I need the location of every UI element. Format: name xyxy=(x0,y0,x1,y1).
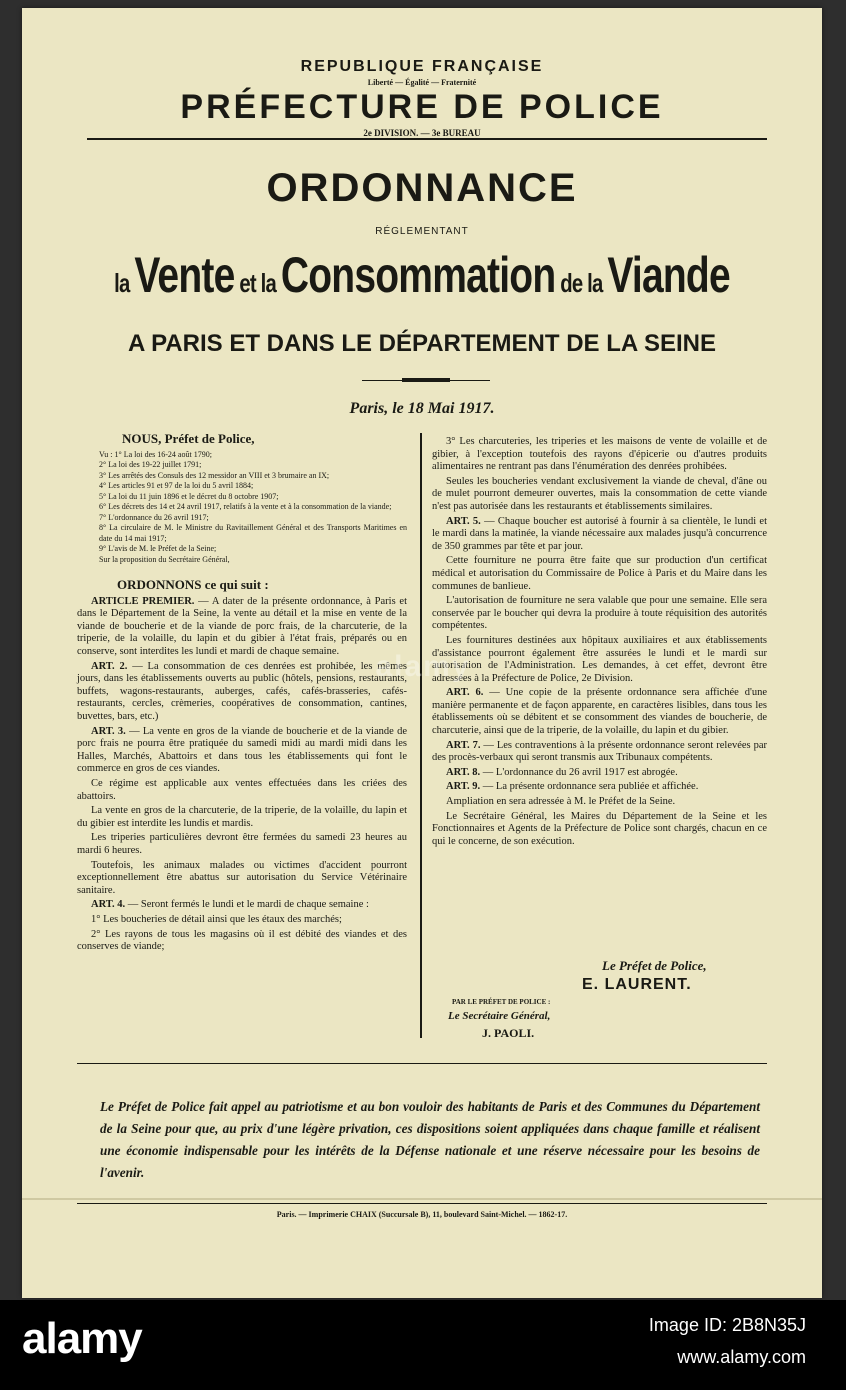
article-3-para: La vente en gros de la charcuterie, de la triperie, de la volaille, du lapin et du gibier est interdite les lundis et mardis. xyxy=(77,805,407,829)
vu-item: Vu : 1° La loi des 16-24 août 1790; xyxy=(99,449,212,459)
division-line: 2e DIVISION. — 3e BUREAU xyxy=(363,128,481,138)
prefecture-heading: PRÉFECTURE DE POLICE xyxy=(180,88,664,126)
devise: Liberté — Égalité — Fraternité xyxy=(367,78,477,87)
article-9-heading: ART. 9. xyxy=(446,781,481,793)
header-rule xyxy=(87,138,767,140)
article-2-heading: ART. 2. xyxy=(91,660,128,672)
vu-item: 6° Les décrets des 14 et 24 avril 1917, relatifs à la vente et à la consommation de la viande; xyxy=(99,502,392,512)
article-4 xyxy=(77,899,407,912)
article-2-text: — La consommation de ces denrées est prohibée, les mêmes jours, dans les établissements ouverts au public (hôtels, pensions, restaurants, buffets, wagons-restaurants, auberges, cafés, cafés-brasseries, cafés-restaurants, cercles, crèmeries, coopératives de consommation, cantines, buvettes, bars, etc.) xyxy=(77,660,407,723)
article-9-text: — La présente ordonnance sera publiée et affichée. xyxy=(480,781,699,793)
reglementant-label: RÉGLEMENTANT xyxy=(375,226,469,237)
title-la: la xyxy=(114,268,135,298)
article-4-text: — Seront fermés le lundi et le mardi de chaque semaine : xyxy=(125,899,369,911)
stock-footer xyxy=(0,1300,846,1390)
vu-item: 8° La circulaire de M. le Ministre du Ravitaillement Général et des Transports Maritimes en date du 14 mai 1917; xyxy=(99,523,407,543)
article-3-para: Toutefois, les animaux malades ou victimes d'accident pourront exceptionnellement être abattus sur autorisation du Service Vétérinaire sanitaire. xyxy=(77,859,407,896)
vu-item: 5° La loi du 11 juin 1896 et le décret du 8 octobre 1907; xyxy=(99,491,279,501)
prefet-name: E. LAURENT. xyxy=(582,976,692,993)
ordonnance-title: ORDONNANCE xyxy=(266,166,578,210)
article-5-para: Les fournitures destinées aux hôpitaux auxiliaires et aux établissements d'assistance pourront également être assurées le lundi et le mardi sur autorisation de l'Administration. Les demandes, à cet effet, devront être adressées à la Préfecture de Police, 2e Division. xyxy=(432,634,767,684)
article-3 xyxy=(77,726,407,776)
article-4-heading: ART. 4. xyxy=(91,899,126,911)
ampliation: Ampliation en sera adressée à M. le Préfet de la Seine. xyxy=(446,796,676,808)
secretaire-title: Le Secrétaire Général, xyxy=(448,1010,551,1022)
republique-heading: REPUBLIQUE FRANÇAISE xyxy=(300,58,544,75)
nous-heading: NOUS, Préfet de Police, xyxy=(122,431,255,446)
paper-fold xyxy=(22,1198,822,1200)
right-column xyxy=(432,436,767,850)
article-8 xyxy=(432,767,767,780)
article-5-heading: ART. 5. xyxy=(446,515,481,527)
vu-item: 7° L'ordonnance du 26 avril 1917; xyxy=(99,512,209,522)
prefet-title: Le Préfet de Police, xyxy=(602,958,707,973)
article-7 xyxy=(432,740,767,765)
title-vente: Vente xyxy=(134,247,235,303)
ornament-bar xyxy=(402,378,450,382)
article-7-heading: ART. 7. xyxy=(446,739,481,751)
article-3-heading: ART. 3. xyxy=(91,725,126,737)
appeal-top-rule xyxy=(77,1063,767,1064)
article-5-para: L'autorisation de fourniture ne sera valable que pour une semaine. Elle sera conservée par le boucher qui devra la produire à toute réquisition des autorités compétentes. xyxy=(432,595,767,632)
article-1-heading: ARTICLE PREMIER. xyxy=(91,595,195,607)
article-4-item: 1° Les boucheries de détail ainsi que les étaux des marchés; xyxy=(91,913,342,925)
article-2 xyxy=(77,661,407,724)
imprint-rule xyxy=(77,1203,767,1204)
article-6 xyxy=(432,687,767,737)
poster xyxy=(22,8,822,1298)
execution-clause: Le Secrétaire Général, les Maires du Département de la Seine et les Fonctionnaires et Agents de la Préfecture de Police sont chargés, chacun en ce qui le concerne, de son exécution. xyxy=(432,810,767,847)
subtitle: A PARIS ET DANS LE DÉPARTEMENT DE LA SEINE xyxy=(127,330,717,357)
article-3-para: Les triperies particulières devront être fermées du samedi 23 heures au mardi 6 heures. xyxy=(77,832,407,856)
article-8-text: — L'ordonnance du 26 avril 1917 est abrogée. xyxy=(480,766,678,778)
brand-logo: alamy xyxy=(22,1314,142,1363)
image-id: Image ID: 2B8N35J xyxy=(648,1315,806,1335)
title-viande: Viande xyxy=(607,247,730,303)
article-7-text: — Les contraventions à la présente ordonnance seront relevées par des procès-verbaux qui seront transmis aux Tribunaux compétents. xyxy=(432,739,767,764)
ordonnons-heading: ORDONNONS ce qui suit : xyxy=(117,577,269,593)
article-4-item: 3° Les charcuteries, les triperies et les maisons de vente de volaille et de gibier, à l'exception toutefois des rayons d'épicerie ou d'autres produits alimentaires ne rentrant pas dans l'énumération des denrées prohibées. xyxy=(432,436,767,473)
secretaire-name: J. PAOLI. xyxy=(482,1026,535,1040)
title-consommation: Consommation xyxy=(280,247,556,303)
column-divider xyxy=(420,433,422,1038)
article-6-heading: ART. 6. xyxy=(446,687,484,699)
vu-item: Sur la proposition du Secrétaire Général, xyxy=(99,554,230,564)
article-5-para: Cette fourniture ne pourra être faite que sur production d'un certificat médical et autorisation du Commissaire de Police à Paris et du Maire dans les communes de banlieue. xyxy=(432,555,767,592)
article-8-heading: ART. 8. xyxy=(446,766,481,778)
vu-item: 3° Les arrêtés des Consuls des 12 messidor an VIII et 3 brumaire an IX; xyxy=(99,470,330,480)
par-le-prefet: PAR LE PRÉFET DE POLICE : xyxy=(452,998,551,1006)
date-line: Paris, le 18 Mai 1917. xyxy=(349,400,495,417)
vu-item: 2° La loi des 19-22 juillet 1791; xyxy=(99,460,202,470)
article-1-text: — A dater de la présente ordonnance, à Paris et dans le Département de la Seine, la vente au détail et la mise en vente de la viande de boucherie et de la viande de porc frais, de la charcuterie, de la triperie, de la volaille, du lapin et du gibier à l'état frais, préparés ou en conserve, sont interdites les lundi et mardi de chaque semaine. xyxy=(77,595,407,658)
vu-item: 4° Les articles 91 et 97 de la loi du 5 avril 1884; xyxy=(99,481,254,491)
title-et-la: et la xyxy=(234,268,281,298)
article-4-item: 2° Les rayons de tous les magasins où il est débité des viandes et des conserves de viande; xyxy=(77,928,407,953)
left-column xyxy=(77,433,407,956)
title-de-la: de la xyxy=(555,268,608,298)
watermark: alamy xyxy=(375,650,471,683)
article-5 xyxy=(432,516,767,554)
main-title xyxy=(110,246,734,304)
article-1 xyxy=(77,596,407,659)
imprint: Paris. — Imprimerie CHAIX (Succursale B), 11, boulevard Saint-Michel. — 1862-17. xyxy=(276,1210,568,1219)
appeal-text: Le Préfet de Police fait appel au patriotisme et au bon vouloir des habitants de Paris et des Communes du Département de la Seine pour que, au prix d'une légère privation, ces dispositions soient appliquées dans chaque famille et réalisent une économie indispensable pour les intérêts de la Défense nationale et une réserve nécessaire pour les besoins de l'avenir. xyxy=(100,1099,760,1180)
article-9 xyxy=(432,781,767,794)
article-3-text: — La vente en gros de la viande de boucherie et de la viande de porc frais ne pourra être pratiquée du samedi midi au mardi midi dans les Halles, Marchés, Abattoirs et dans tous les établissements qui font le commerce en gros de ces viandes. xyxy=(77,725,407,775)
article-3-para: Ce régime est applicable aux ventes effectuées dans les criées des abattoirs. xyxy=(77,778,407,802)
site-url: www.alamy.com xyxy=(677,1347,806,1367)
vu-item: 9° L'avis de M. le Préfet de la Seine; xyxy=(99,544,217,554)
article-5-text: — Chaque boucher est autorisé à fournir à sa clientèle, le lundi et le mardi dans la matinée, la viande nécessaire aux malades jusqu'à concurrence de 350 grammes par tête et par jour. xyxy=(432,515,767,552)
article-4-para: Seules les boucheries vendant exclusivement la viande de cheval, d'âne ou de mulet pourront demeurer ouvertes, mais la consommation de cette viande n'est pas autorisée dans les restaurants et établissements similaires. xyxy=(432,475,767,512)
article-6-text: — Une copie de la présente ordonnance sera affichée d'une manière permanente et de façon apparente, en caractères lisibles, dans tous les établissements où se débitent et se consomment des viandes de boucherie, de charcuterie, ainsi que de la triperie, de la volaille, du lapin et du gibier. xyxy=(432,687,767,737)
